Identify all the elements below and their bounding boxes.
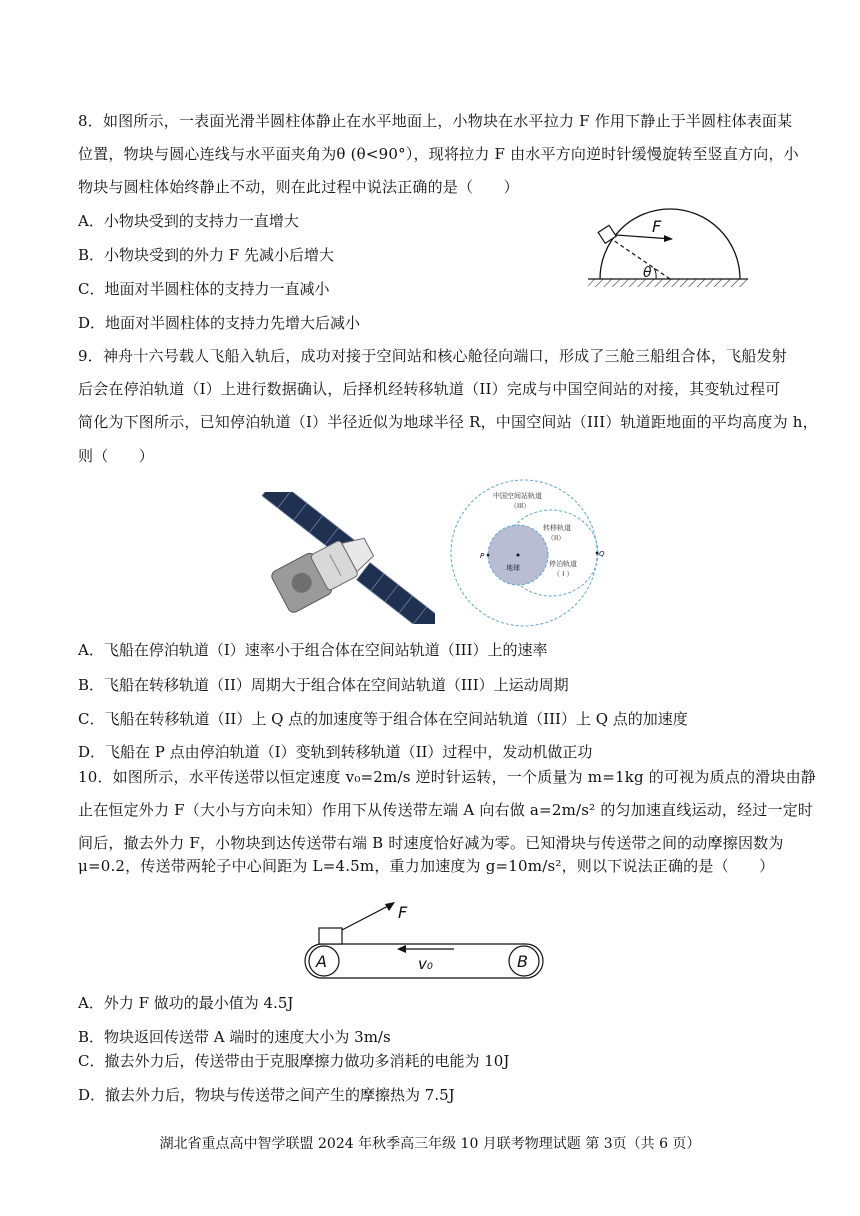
point-p-dot — [487, 554, 490, 557]
force-arrowhead — [385, 902, 395, 911]
q10-stem-line-3: 间后，撤去外力 F，小物块到达传送带右端 B 时速度恰好减为零。已知滑块与传送带之间的动摩擦因数为 — [78, 834, 784, 852]
orbit-diagram — [446, 478, 608, 628]
q8-stem-line-3: 物块与圆柱体始终静止不动，则在此过程中说法正确的是（ ） — [78, 178, 519, 196]
force-arrowhead — [664, 235, 673, 242]
half-cylinder — [600, 209, 740, 279]
q9-option-d: D．飞船在 P 点由停泊轨道（I）变轨到转移轨道（II）过程中，发动机做正功 — [78, 743, 593, 761]
point-p-label: P — [480, 552, 485, 560]
q9-option-a: A．飞船在停泊轨道（I）速率小于组合体在空间站轨道（III）上的速率 — [78, 641, 548, 659]
ground-hatch — [588, 279, 748, 287]
q8-angle-label: θ — [643, 265, 652, 281]
transfer-orbit-label: 转移轨道 — [543, 524, 571, 532]
force-arrow — [342, 904, 392, 930]
small-block — [598, 225, 616, 243]
outer-orbit-num: （III） — [510, 502, 531, 510]
q9-stem-line-1: 9．神舟十六号载人飞船入轨后，成功对接于空间站和核心舱径向端口，形成了三舱三船组合体，飞船发射 — [78, 347, 787, 365]
earth-center — [517, 554, 520, 557]
q10-velocity-label: v₀ — [418, 955, 433, 973]
q8-stem-line-2: 位置，物块与圆心连线与水平面夹角为θ (θ<90°），现将拉力 F 由水平方向逆时针缓慢旋转至竖直方向，小 — [78, 145, 799, 163]
spacecraft-illustration — [255, 492, 435, 624]
parking-orbit-label: 停泊轨道 — [549, 560, 577, 568]
q10-stem-line-1: 10．如图所示，水平传送带以恒定速度 v₀=2m/s 逆时针运转，一个质量为 m=1kg 的可视为质点的滑块由静 — [78, 768, 816, 786]
q9-stem-line-2: 后会在停泊轨道（I）上进行数据确认，后择机经转移轨道（II）完成与中国空间站的对接，其变轨过程可 — [78, 380, 781, 398]
q8-option-b: B．小物块受到的外力 F 先减小后增大 — [78, 246, 334, 264]
q8-force-label: F — [652, 217, 662, 236]
q9-option-b: B．飞船在转移轨道（II）周期大于组合体在空间站轨道（III）上运动周期 — [78, 676, 569, 694]
conveyor-belt-figure — [300, 896, 550, 986]
transfer-orbit-num: （II） — [547, 534, 566, 542]
point-q-label: Q — [599, 550, 605, 558]
page-footer: 湖北省重点高中智学联盟 2024 年秋季高三年级 10 月联考物理试题 第 3页（共 6 页） — [159, 1136, 701, 1152]
solar-panel-lower — [356, 562, 435, 624]
earth-label: 地球 — [506, 564, 520, 572]
q10-stem-line-4: μ=0.2，传送带两轮子中心间距为 L=4.5m，重力加速度为 g=10m/s²，则以下说法正确的是（ ） — [78, 857, 775, 875]
q10-stem-line-2: 止在恒定外力 F（大小与方向未知）作用下从传送带左端 A 向右做 a=2m/s² 的匀加速直线运动，经过一定时 — [78, 801, 814, 819]
q8-option-d: D．地面对半圆柱体的支持力先增大后减小 — [78, 314, 361, 332]
q8-stem-line-1: 8．如图所示，一表面光滑半圆柱体静止在水平地面上，小物块在水平拉力 F 作用下静止于半圆柱体表面某 — [78, 112, 793, 130]
left-wheel-label: A — [316, 952, 327, 971]
q9-stem-line-3: 简化为下图所示，已知停泊轨道（I）半径近似为地球半径 R，中国空间站（III）轨道距地面的平均高度为 h， — [78, 413, 818, 431]
force-arrow — [616, 235, 672, 239]
q10-option-d: D．撤去外力后，物块与传送带之间产生的摩擦热为 7.5J — [78, 1086, 455, 1104]
radius-dashed — [613, 240, 670, 279]
q8-option-a: A．小物块受到的支持力一直增大 — [78, 212, 299, 230]
q9-option-c: C．飞船在转移轨道（II）上 Q 点的加速度等于组合体在空间站轨道（III）上 Q 点的加速度 — [78, 710, 688, 728]
velocity-arrowhead — [397, 945, 406, 953]
right-wheel-label: B — [517, 952, 528, 971]
point-q-dot — [596, 552, 599, 555]
parking-orbit-num: （ I ） — [553, 570, 574, 578]
q8-half-cylinder-figure — [580, 200, 760, 298]
q10-force-label: F — [398, 903, 408, 922]
slider-block — [319, 928, 342, 944]
outer-orbit-label: 中国空间站轨道 — [493, 492, 542, 500]
q10-option-b: B．物块返回传送带 A 端时的速度大小为 3m/s — [78, 1028, 391, 1046]
q10-option-a: A．外力 F 做功的最小值为 4.5J — [78, 994, 294, 1012]
q10-option-c: C．撤去外力后，传送带由于克服摩擦力做功多消耗的电能为 10J — [78, 1052, 510, 1070]
q9-stem-line-4: 则（ ） — [78, 447, 155, 465]
q8-option-c: C．地面对半圆柱体的支持力一直减小 — [78, 280, 330, 298]
